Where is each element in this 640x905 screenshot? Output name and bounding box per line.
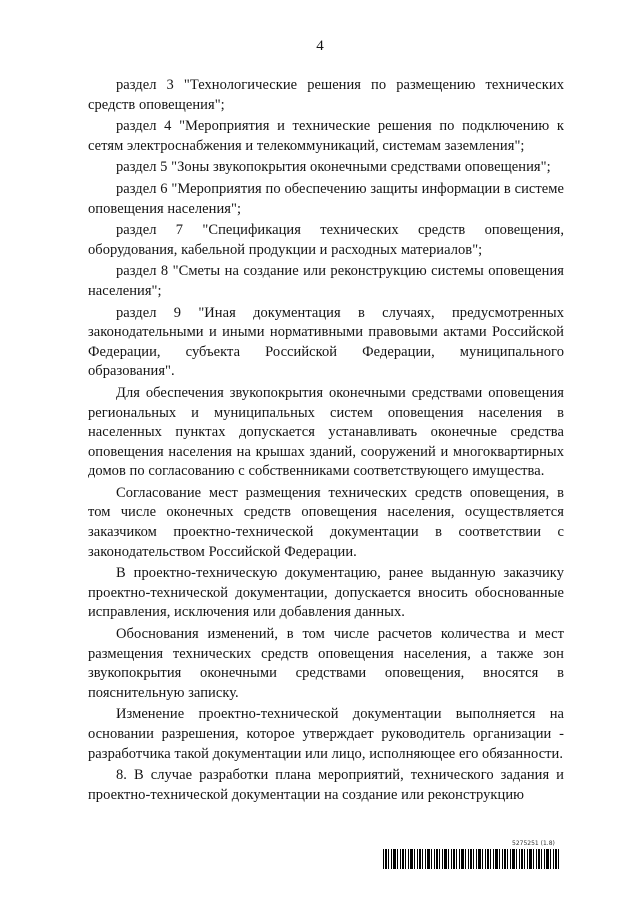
paragraph-sound-coverage: Для обеспечения звукопокрытия оконечными средствами оповещения региональных и муниципальных систем оповещения населения в населенных пунктах допускается устанавливать оконечные средства оповещения населения на крышах зданий, сооружений и многоквартирных домов по согласованию с собственниками соответствующего имущества. — [88, 384, 564, 480]
document-code: 5275251 (1.8) — [512, 840, 555, 847]
paragraph-section-5: раздел 5 "Зоны звукопокрытия оконечными средствами оповещения"; — [116, 159, 551, 176]
document-body — [88, 76, 564, 807]
paragraph-section-6: раздел 6 "Мероприятия по обеспечению защиты информации в системе оповещения населения"; — [88, 180, 564, 217]
barcode-icon — [383, 849, 561, 869]
paragraph-placement-approval: Согласование мест размещения технических средств оповещения, в том числе оконечных средств оповещения населения, осуществляется заказчиком проектно-технической документации в соответствии с законодательством Российской Федерации. — [88, 484, 564, 560]
paragraph-corrections: В проектно-техническую документацию, ранее выданную заказчику проектно-технической документации, допускается вносить обоснованные исправления, исключения или добавления данных. — [88, 565, 564, 621]
page-number: 4 — [316, 38, 324, 54]
paragraph-section-4: раздел 4 "Мероприятия и технические решения по подключению к сетям электроснабжения и телекоммуникаций, системам заземления"; — [88, 118, 564, 154]
paragraph-section-3: раздел 3 "Технологические решения по размещению технических средств оповещения"; — [88, 77, 564, 113]
paragraph-justification: Обоснования изменений, в том числе расчетов количества и мест размещения технических средств оповещения населения, а также зон звукопокрытия оконечными средствами оповещения, вносятся в пояснительную записку. — [88, 626, 564, 701]
paragraph-section-8: раздел 8 "Сметы на создание или реконструкцию системы оповещения населения"; — [88, 263, 564, 299]
paragraph-section-7: раздел 7 "Спецификация технических средств оповещения, оборудования, кабельной продукции и расходных материалов"; — [88, 222, 564, 258]
paragraph-item-8: 8. В случае разработки плана мероприятий, технического задания и проектно-технической документации на создание или реконструкцию — [88, 767, 564, 803]
paragraph-changes-approval: Изменение проектно-технической документации выполняется на основании разрешения, которое утверждает руководитель организации - разработчика такой документации или лицо, исполняющее его обязанности. — [88, 706, 564, 762]
paragraph-section-9: раздел 9 "Иная документация в случаях, предусмотренных законодательными и иными нормативными правовыми актами Российской Федерации, субъекта Российской Федерации, муниципального образования". — [88, 304, 564, 380]
